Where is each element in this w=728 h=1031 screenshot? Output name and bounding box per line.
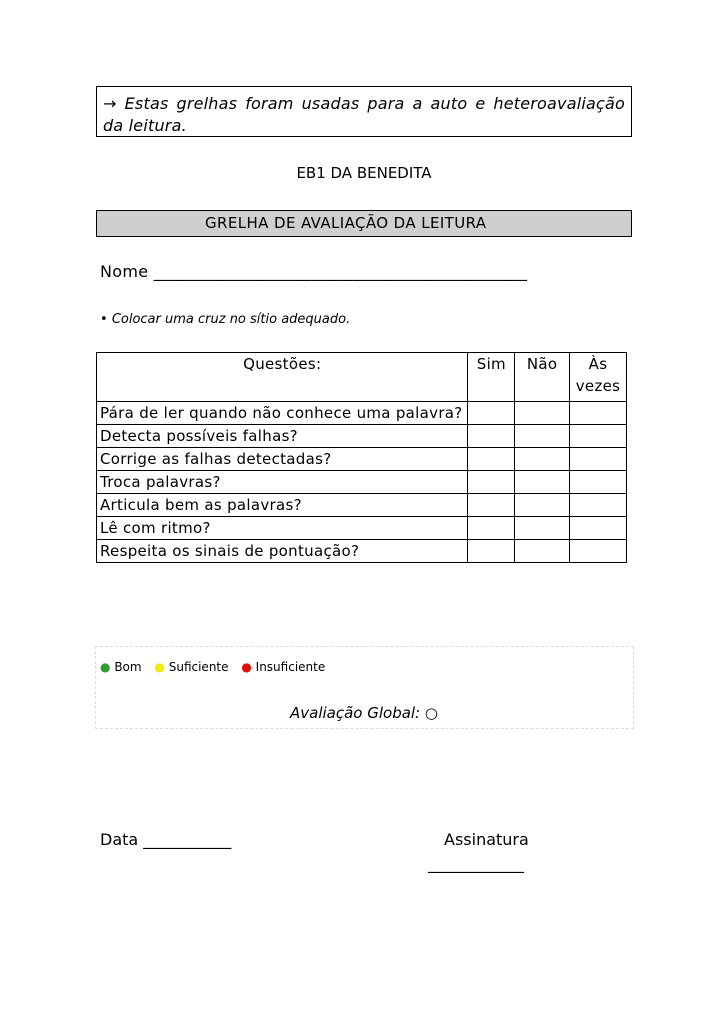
sometimes-checkbox-cell[interactable]	[570, 540, 627, 563]
question-cell: Corrige as falhas detectadas?	[97, 448, 468, 471]
yes-checkbox-cell[interactable]	[468, 540, 515, 563]
question-cell: Detecta possíveis falhas?	[97, 425, 468, 448]
table-row	[97, 494, 627, 517]
note-box	[96, 86, 632, 137]
form-title	[96, 210, 632, 237]
instruction	[100, 312, 350, 327]
signature-line[interactable]: ____________	[428, 854, 524, 873]
legend	[100, 660, 334, 674]
table-row	[97, 425, 627, 448]
table-row	[97, 517, 627, 540]
date-line[interactable]: ___________	[143, 830, 232, 849]
global-evaluation-colon: :	[415, 704, 421, 722]
yes-checkbox-cell[interactable]	[468, 517, 515, 540]
legend-item-insuficiente	[241, 660, 325, 674]
note-text: Estas grelhas foram usadas para a auto e heteroavaliação da leitura.	[103, 94, 626, 135]
table-header-row	[97, 353, 627, 402]
date-label: Data	[100, 830, 139, 849]
yes-checkbox-cell[interactable]	[468, 494, 515, 517]
date-field[interactable]	[100, 830, 231, 849]
no-checkbox-cell[interactable]	[515, 402, 570, 425]
table-row	[97, 540, 627, 563]
name-line[interactable]: _____________________________________________	[153, 262, 528, 281]
school-name: EB1 DA BENEDITA	[296, 164, 432, 182]
table-row	[97, 402, 627, 425]
question-cell: Lê com ritmo?	[97, 517, 468, 540]
bullet-icon: •	[100, 312, 108, 327]
red-dot-icon: ●	[241, 660, 252, 674]
legend-label: Insuficiente	[255, 660, 326, 674]
sometimes-checkbox-cell[interactable]	[570, 517, 627, 540]
legend-label: Bom	[114, 660, 142, 674]
header-questions: Questões:	[97, 353, 468, 402]
question-cell: Articula bem as palavras?	[97, 494, 468, 517]
yes-checkbox-cell[interactable]	[468, 402, 515, 425]
no-checkbox-cell[interactable]	[515, 471, 570, 494]
header-sometimes	[570, 353, 627, 402]
legend-label: Suficiente	[168, 660, 229, 674]
sometimes-checkbox-cell[interactable]	[570, 494, 627, 517]
question-cell: Troca palavras?	[97, 471, 468, 494]
table-row	[97, 448, 627, 471]
instruction-text: Colocar uma cruz no sítio adequado.	[111, 312, 351, 327]
name-label: Nome	[100, 262, 149, 281]
yes-checkbox-cell[interactable]	[468, 471, 515, 494]
header-sometimes-line1: Às	[588, 355, 608, 373]
no-checkbox-cell[interactable]	[515, 517, 570, 540]
green-dot-icon: ●	[100, 660, 111, 674]
arrow-icon: →	[103, 94, 117, 113]
header-yes: Sim	[468, 353, 515, 402]
table-row	[97, 471, 627, 494]
no-checkbox-cell[interactable]	[515, 540, 570, 563]
no-checkbox-cell[interactable]	[515, 448, 570, 471]
header-sometimes-line2: vezes	[575, 377, 621, 395]
evaluation-table	[96, 352, 627, 563]
sometimes-checkbox-cell[interactable]	[570, 402, 627, 425]
header-no: Não	[515, 353, 570, 402]
no-checkbox-cell[interactable]	[515, 425, 570, 448]
sometimes-checkbox-cell[interactable]	[570, 448, 627, 471]
question-cell: Pára de ler quando não conhece uma palavra?	[97, 402, 468, 425]
legend-item-bom	[100, 660, 145, 674]
no-checkbox-cell[interactable]	[515, 494, 570, 517]
legend-item-suficiente	[154, 660, 232, 674]
yes-checkbox-cell[interactable]	[468, 448, 515, 471]
global-evaluation-label: Avaliação Global	[289, 704, 416, 722]
sometimes-checkbox-cell[interactable]	[570, 471, 627, 494]
global-evaluation	[96, 704, 632, 722]
yellow-dot-icon: ●	[154, 660, 165, 674]
question-cell: Respeita os sinais de pontuação?	[97, 540, 468, 563]
sometimes-checkbox-cell[interactable]	[570, 425, 627, 448]
form-title-text: GRELHA DE AVALIAÇÃO DA LEITURA	[205, 214, 487, 232]
circle-icon[interactable]: ○	[424, 704, 439, 722]
name-field[interactable]	[100, 262, 527, 281]
yes-checkbox-cell[interactable]	[468, 425, 515, 448]
signature-label: Assinatura	[444, 830, 529, 849]
